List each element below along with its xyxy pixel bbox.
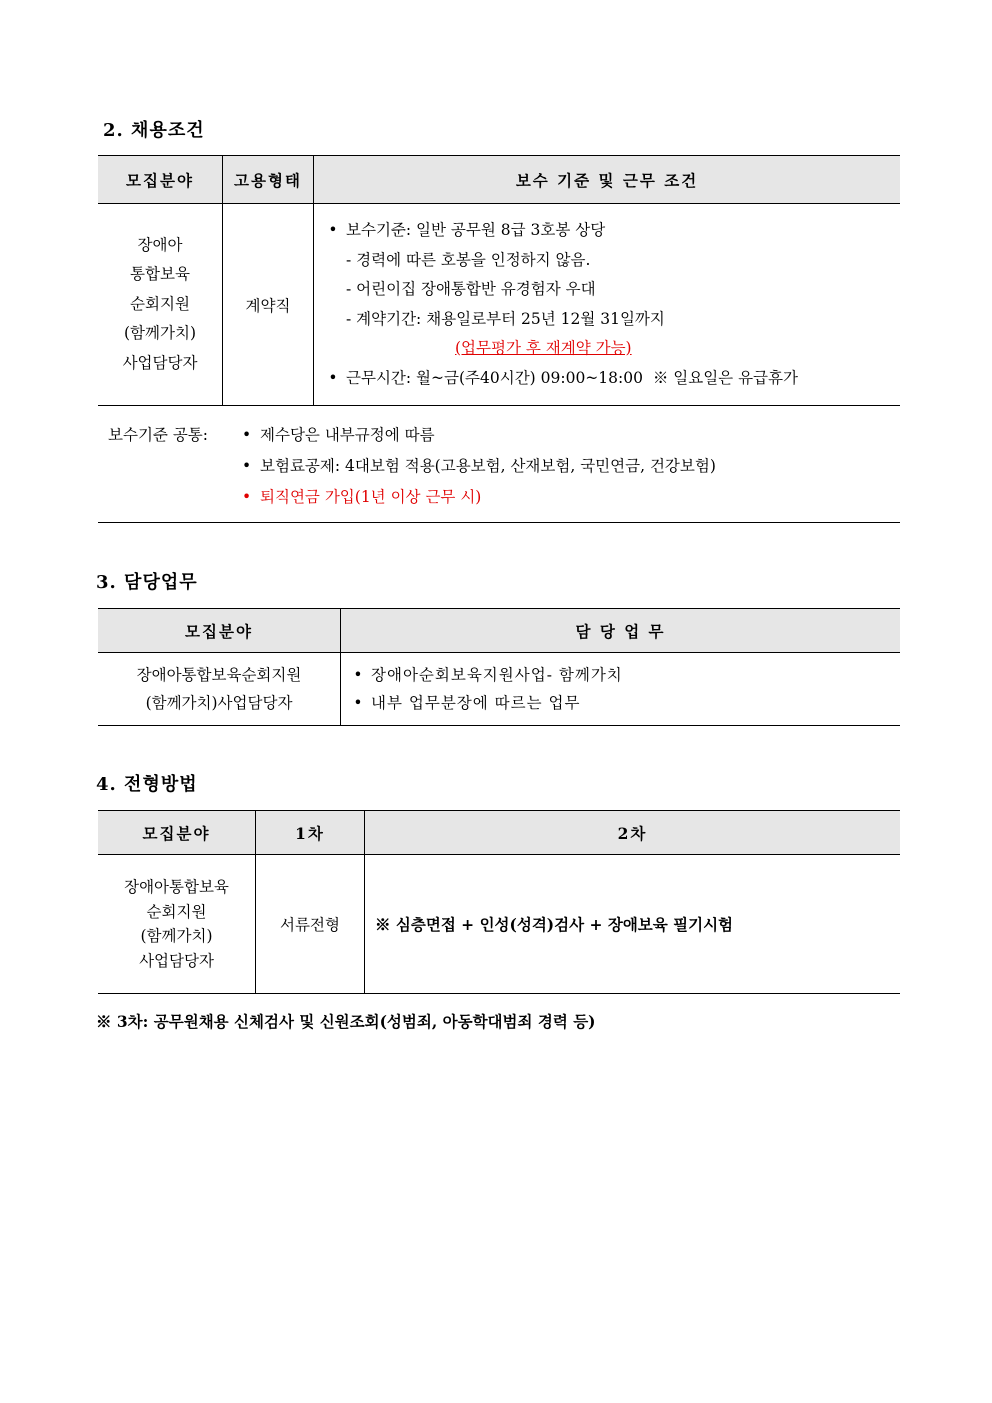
- field-line: 사업담당자: [122, 353, 198, 372]
- section-3-title: 3. 담당업무: [96, 572, 198, 593]
- header-field: 모집분야: [98, 811, 256, 855]
- field-line: (함께가치): [140, 927, 213, 945]
- employment-type-cell: 계약직: [223, 204, 314, 406]
- condition-sub-3: - 계약기간: 채용일로부터 25년 12월 31일까지: [346, 309, 665, 328]
- field-line: 사업담당자: [139, 951, 214, 970]
- hours-text: 근무시간: 월~금(주40시간) 09:00~18:00 ※ 일요일은 유급휴가: [346, 368, 798, 387]
- bullet-icon: •: [242, 488, 252, 506]
- common-item-3: 퇴직연금 가입(1년 이상 근무 시): [260, 488, 482, 506]
- header-stage-1: 1차: [256, 811, 365, 855]
- bullet-icon: •: [353, 694, 363, 712]
- field-line: 순회지원: [146, 902, 207, 921]
- header-employment-type: 고용형태: [223, 156, 314, 204]
- bullet-icon: •: [328, 221, 338, 239]
- bullet-icon: •: [353, 666, 363, 684]
- stage-3-footnote: ※ 3차: 공무원채용 신체검사 및 신원조회(성범죄, 아동학대범죄 경력 등): [96, 1012, 596, 1031]
- header-duties: 담 당 업 무: [341, 609, 901, 653]
- duty-text: 장애아순회보육지원사업- 함께가치: [371, 666, 623, 684]
- employment-conditions-table: [98, 155, 900, 523]
- renewal-note: (업무평가 후 재계약 가능): [455, 339, 632, 357]
- header-field: 모집분야: [98, 156, 223, 204]
- duty-item: [345, 689, 900, 717]
- bullet-icon: •: [242, 426, 252, 444]
- header-field: 모집분야: [98, 609, 341, 653]
- header-pay-conditions: 보수 기준 및 근무 조건: [314, 156, 901, 204]
- common-pay-cell: [98, 406, 900, 523]
- duties-table: [98, 608, 900, 726]
- section-2-title: 2. 채용조건: [103, 120, 205, 141]
- field-line: 통합보육: [130, 265, 190, 284]
- field-line: 순회지원: [130, 294, 190, 313]
- condition-sub-2: - 어린이집 장애통합반 유경험자 우대: [346, 280, 596, 298]
- duty-text: 내부 업무분장에 따르는 업무: [371, 694, 581, 712]
- stage-2-text: ※ 심층면접 + 인성(성격)검사 + 장애보육 필기시험: [375, 915, 734, 934]
- bullet-icon: •: [242, 457, 252, 475]
- field-line: 장애아: [137, 235, 183, 254]
- hours-item: [320, 364, 900, 394]
- pay-basis-item: [320, 216, 900, 246]
- field-cell: [98, 855, 256, 994]
- field-cell: [98, 653, 341, 726]
- duty-item: [345, 661, 900, 689]
- header-stage-2: 2차: [365, 811, 901, 855]
- duties-cell: [341, 653, 901, 726]
- selection-method-table: [98, 810, 900, 994]
- common-item-2: 보험료공제: 4대보험 적용(고용보험, 산재보험, 국민연금, 건강보험): [260, 457, 716, 475]
- stage-1-cell: 서류전형: [256, 855, 365, 994]
- field-cell: [98, 204, 223, 406]
- conditions-cell: [314, 204, 901, 406]
- field-line: (함께가치): [124, 324, 196, 343]
- field-line: (함께가치)사업담당자: [145, 694, 293, 712]
- condition-sub-1: - 경력에 따른 호봉을 인정하지 않음.: [346, 250, 591, 269]
- stage-2-cell: [365, 855, 901, 994]
- bullet-icon: •: [328, 368, 338, 387]
- field-line: 장애아통합보육: [124, 878, 229, 896]
- common-item-1: 제수당은 내부규정에 따름: [260, 426, 435, 444]
- field-line: 장애아통합보육순회지원: [136, 666, 302, 684]
- section-4-title: 4. 전형방법: [96, 774, 198, 795]
- pay-basis-text: 보수기준: 일반 공무원 8급 3호봉 상당: [346, 221, 606, 239]
- common-pay-label: 보수기준 공통:: [108, 426, 208, 444]
